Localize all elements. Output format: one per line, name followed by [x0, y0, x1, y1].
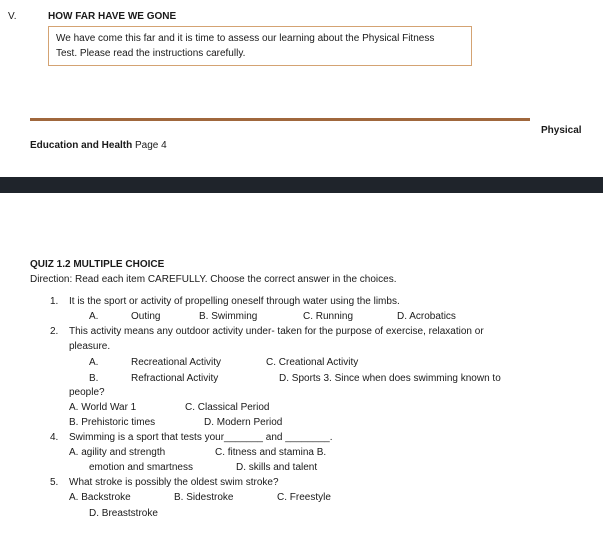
q5-choice-a: A. Backstroke [69, 492, 131, 503]
q3-choice-c: C. Classical Period [185, 402, 270, 413]
quiz-direction: Direction: Read each item CAREFULLY. Choose the correct answer in the choices. [30, 274, 397, 285]
q1-text: It is the sport or activity of propelling oneself through water using the limbs. [69, 296, 400, 307]
q2-number: 2. [50, 326, 59, 337]
q3-choice-b: B. Prehistoric times [69, 417, 156, 428]
q5-choice-c: C. Freestyle [277, 492, 331, 503]
quiz-title: QUIZ 1.2 MULTIPLE CHOICE [30, 259, 165, 270]
q5-choice-d: D. Breaststroke [89, 508, 158, 519]
instructions-text [56, 31, 468, 61]
q5-choice-b: B. Sidestroke [174, 492, 234, 503]
q1-number: 1. [50, 296, 59, 307]
q2-choice-b: Refractional Activity [131, 373, 219, 384]
q2-choice-a-letter: A. [89, 357, 99, 368]
section-numeral: V. [8, 11, 17, 22]
footer-subject-left [30, 140, 167, 152]
q1-choice-a: Outing [131, 311, 161, 322]
footer-subject-bold: Education and Health [30, 140, 133, 151]
q4-choice-c: C. fitness and stamina B. [215, 447, 327, 458]
q1-choice-d: D. Acrobatics [397, 311, 456, 322]
q4-choice-d: D. skills and talent [236, 462, 318, 473]
q5-number: 5. [50, 477, 59, 488]
instructions-line-2: Test. Please read the instructions carefully. [56, 48, 246, 59]
q3-text-continued: people? [69, 387, 105, 398]
q4-choice-b: emotion and smartness [89, 462, 193, 473]
q2-text-line-2: pleasure. [69, 341, 111, 352]
footer-subject-right: Physical [541, 125, 582, 136]
q3-choice-d: D. Modern Period [204, 417, 283, 428]
q2-choice-a: Recreational Activity [131, 357, 222, 368]
q3-choice-a: A. World War 1 [69, 402, 137, 413]
q2-choice-c: C. Creational Activity [266, 357, 359, 368]
section-title: HOW FAR HAVE WE GONE [48, 11, 177, 22]
q1-choice-c: C. Running [303, 311, 354, 322]
q2-choice-b-letter: B. [89, 373, 99, 384]
footer-rule [30, 118, 530, 121]
q1-choice-a-letter: A. [89, 311, 99, 322]
q4-text: Swimming is a sport that tests your_______ and ________. [69, 432, 333, 443]
instructions-line-1: We have come this far and it is time to assess our learning about the Physical Fitness [56, 33, 435, 44]
q4-number: 4. [50, 432, 59, 443]
q5-text: What stroke is possibly the oldest swim stroke? [69, 477, 279, 488]
q4-choice-a: A. agility and strength [69, 447, 166, 458]
q2-choice-d: D. Sports 3. Since when does swimming known to [279, 373, 501, 384]
q1-choice-b: B. Swimming [199, 311, 258, 322]
q2-text-line-1: This activity means any outdoor activity under- taken for the purpose of exercise, relaxation or [69, 326, 484, 337]
page-break-band [0, 177, 603, 193]
page-number: Page 4 [135, 140, 167, 151]
